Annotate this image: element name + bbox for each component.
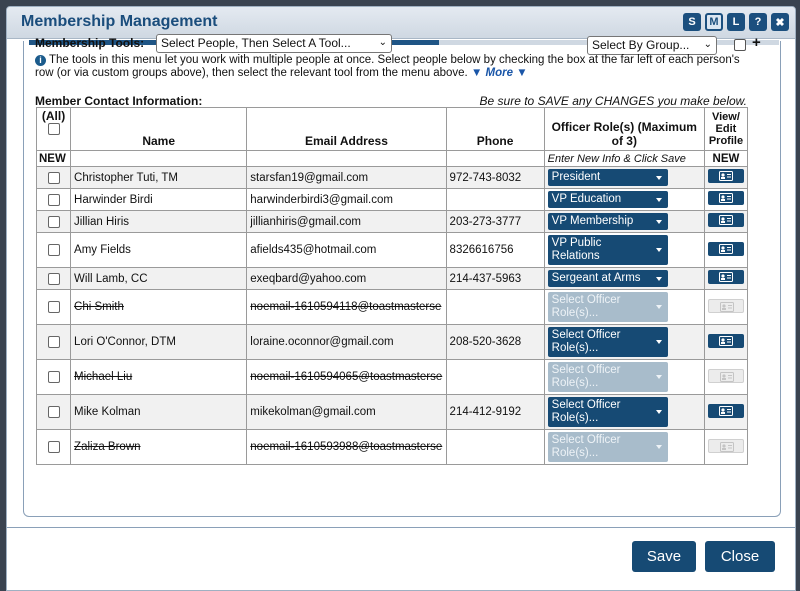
profile-card-icon xyxy=(719,193,733,203)
tools-info-text: The tools in this menu let you work with multiple people at once. Select people below by checking the box at the far left of each person's row (or via custom groups above), then select the relevant tool from the menu above. xyxy=(35,54,740,79)
caret-down-icon xyxy=(656,305,662,309)
member-email[interactable]: loraine.oconnor@gmail.com xyxy=(250,336,394,348)
new-phone-input[interactable] xyxy=(446,151,544,167)
profile-card-icon xyxy=(719,406,733,416)
new-row-label: NEW xyxy=(37,151,71,167)
table-header-row xyxy=(37,108,748,151)
role-cell xyxy=(544,233,704,268)
tools-label: Membership Tools: xyxy=(35,36,145,50)
officer-role-value: Sergeant at Arms xyxy=(551,272,641,284)
profile-card-icon xyxy=(719,244,733,254)
table-row xyxy=(37,360,748,395)
save-note: Be sure to SAVE any CHANGES you make below. xyxy=(479,94,747,108)
member-email-cell xyxy=(247,233,446,268)
caret-down-icon xyxy=(656,198,662,202)
save-button[interactable]: Save xyxy=(632,541,696,572)
role-cell xyxy=(544,211,704,233)
row-checkbox-cell xyxy=(37,325,71,360)
contact-label: Member Contact Information: xyxy=(35,94,203,108)
new-member-row xyxy=(37,151,748,167)
group-select[interactable] xyxy=(587,36,717,55)
view-cell xyxy=(704,430,747,465)
tool-select[interactable] xyxy=(156,34,392,53)
member-name[interactable]: Christopher Tuti, TM xyxy=(71,167,247,189)
member-email-cell xyxy=(247,268,446,290)
view-cell xyxy=(704,167,747,189)
member-email[interactable]: afields435@hotmail.com xyxy=(250,244,377,256)
role-cell xyxy=(544,430,704,465)
view-profile-button xyxy=(708,299,744,313)
member-name[interactable]: Harwinder Birdi xyxy=(71,189,247,211)
officer-role-value: VP Membership xyxy=(551,215,634,227)
view-header: View/ Edit Profile xyxy=(704,108,747,151)
row-checkbox[interactable] xyxy=(48,371,60,383)
table-row xyxy=(37,325,748,360)
row-checkbox[interactable] xyxy=(48,172,60,184)
member-email[interactable]: exeqbard@yahoo.com xyxy=(250,272,367,285)
row-checkbox[interactable] xyxy=(48,194,60,206)
caret-down-icon xyxy=(656,410,662,414)
table-row xyxy=(37,167,748,189)
table-row xyxy=(37,430,748,465)
row-checkbox[interactable] xyxy=(48,216,60,228)
tool-select-value: Select People, Then Select A Tool... xyxy=(161,36,351,50)
role-cell xyxy=(544,268,704,290)
row-checkbox[interactable] xyxy=(48,244,60,256)
officer-role-value: VP Education xyxy=(551,193,622,205)
size-large-button[interactable]: L xyxy=(727,13,745,31)
row-checkbox-cell xyxy=(37,360,71,395)
row-checkbox-cell xyxy=(37,290,71,325)
row-checkbox[interactable] xyxy=(48,301,60,313)
role-cell xyxy=(544,325,704,360)
select-all-checkbox[interactable] xyxy=(48,123,60,135)
caret-down-icon xyxy=(656,445,662,449)
view-profile-button[interactable] xyxy=(708,169,744,183)
group-select-value: Select By Group... xyxy=(592,38,690,52)
view-profile-button[interactable] xyxy=(708,213,744,227)
officer-role-select[interactable] xyxy=(548,191,668,208)
select-all-label: (All) xyxy=(41,109,66,123)
footer-divider xyxy=(7,527,796,528)
caret-down-icon xyxy=(656,176,662,180)
member-phone[interactable] xyxy=(446,290,544,325)
membership-dialog xyxy=(6,6,796,591)
help-button[interactable]: ? xyxy=(749,13,767,31)
size-medium-button[interactable]: M xyxy=(705,13,723,31)
table-row xyxy=(37,290,748,325)
officer-role-select[interactable] xyxy=(548,235,668,265)
member-name[interactable]: Michael Liu xyxy=(71,360,247,395)
view-profile-button[interactable] xyxy=(708,404,744,418)
member-name[interactable]: Jillian Hiris xyxy=(71,211,247,233)
officer-role-value: Select Officer Role(s)... xyxy=(551,294,621,319)
profile-card-icon xyxy=(720,302,734,312)
profile-card-icon xyxy=(719,272,733,282)
member-email-cell xyxy=(247,325,446,360)
row-checkbox[interactable] xyxy=(48,273,60,285)
table-row xyxy=(37,211,748,233)
member-name[interactable]: Amy Fields xyxy=(71,233,247,268)
member-name[interactable]: Will Lamb, CC xyxy=(71,268,247,290)
view-cell xyxy=(704,233,747,268)
row-checkbox[interactable] xyxy=(48,336,60,348)
table-row xyxy=(37,233,748,268)
role-cell xyxy=(544,290,704,325)
member-name[interactable]: Zaliza Brown xyxy=(71,430,247,465)
new-row-hint: Enter New Info & Click Save xyxy=(544,151,704,167)
view-cell xyxy=(704,395,747,430)
view-profile-button[interactable] xyxy=(708,334,744,348)
size-buttons xyxy=(683,13,789,31)
member-phone[interactable]: 214-437-5963 xyxy=(446,268,544,290)
caret-down-icon xyxy=(656,220,662,224)
chevron-down-icon: ⌄ xyxy=(378,37,387,48)
add-group-icon[interactable]: + xyxy=(752,34,761,51)
member-email[interactable]: starsfan19@gmail.com xyxy=(250,171,369,184)
officer-role-value: Select Officer Role(s)... xyxy=(551,434,621,459)
officer-role-select xyxy=(548,432,668,462)
role-header: Officer Role(s) (Maximum of 3) xyxy=(544,108,704,151)
view-profile-button xyxy=(708,439,744,453)
table-row xyxy=(37,395,748,430)
member-phone[interactable]: 208-520-3628 xyxy=(446,325,544,360)
profile-card-icon xyxy=(719,336,733,346)
row-checkbox-cell xyxy=(37,233,71,268)
member-email[interactable]: noemail-1610594118@toastmasterse xyxy=(250,301,442,313)
row-checkbox-cell xyxy=(37,167,71,189)
officer-role-select[interactable] xyxy=(548,397,668,427)
view-profile-button[interactable] xyxy=(708,242,744,256)
view-cell xyxy=(704,325,747,360)
member-email-cell xyxy=(247,211,446,233)
new-view-label: NEW xyxy=(704,151,747,167)
contact-header xyxy=(35,94,747,108)
member-phone[interactable]: 8326616756 xyxy=(446,233,544,268)
officer-role-value: Select Officer Role(s)... xyxy=(551,329,621,354)
new-name-input[interactable] xyxy=(71,151,247,167)
member-email-cell xyxy=(247,290,446,325)
officer-role-value: VP Public Relations xyxy=(551,237,602,262)
member-email-cell xyxy=(247,395,446,430)
member-email[interactable]: mikekolman@gmail.com xyxy=(250,406,376,418)
close-button[interactable]: Close xyxy=(705,541,775,572)
member-phone[interactable] xyxy=(446,430,544,465)
caret-down-icon xyxy=(656,340,662,344)
table-row xyxy=(37,268,748,290)
member-email[interactable]: noemail-1610593988@toastmasterse xyxy=(250,441,443,453)
close-icon[interactable]: ✖ xyxy=(771,13,789,31)
member-phone[interactable] xyxy=(446,189,544,211)
dialog-title: Membership Management xyxy=(21,13,218,30)
member-email[interactable]: noemail-1610594065@toastmasterse xyxy=(250,371,443,383)
officer-role-select xyxy=(548,362,668,392)
caret-down-icon xyxy=(656,248,662,252)
member-email[interactable]: harwinderbirdi3@gmail.com xyxy=(250,193,393,206)
tools-info xyxy=(35,54,755,80)
chevron-down-icon: ⌄ xyxy=(703,39,712,50)
member-phone[interactable]: 972-743-8032 xyxy=(446,167,544,189)
member-email-cell xyxy=(247,167,446,189)
email-header: Email Address xyxy=(247,108,446,151)
caret-down-icon xyxy=(656,277,662,281)
officer-role-select[interactable] xyxy=(548,270,668,287)
new-email-input[interactable] xyxy=(247,151,446,167)
row-checkbox-cell xyxy=(37,395,71,430)
officer-role-value: President xyxy=(551,171,601,183)
info-icon: i xyxy=(35,55,46,66)
view-profile-button xyxy=(708,369,744,383)
phone-header: Phone xyxy=(446,108,544,151)
member-phone[interactable]: 214-412-9192 xyxy=(446,395,544,430)
view-cell xyxy=(704,211,747,233)
member-name[interactable]: Mike Kolman xyxy=(71,395,247,430)
row-checkbox-cell xyxy=(37,189,71,211)
members-table xyxy=(36,107,748,465)
row-checkbox[interactable] xyxy=(48,441,60,453)
member-email[interactable]: jillianhiris@gmail.com xyxy=(250,215,362,228)
officer-role-value: Select Officer Role(s)... xyxy=(551,364,621,389)
role-cell xyxy=(544,360,704,395)
more-link[interactable]: ▼ More ▼ xyxy=(470,67,528,79)
officer-role-select[interactable] xyxy=(548,213,668,230)
name-header: Name xyxy=(71,108,247,151)
view-cell xyxy=(704,360,747,395)
member-email-cell xyxy=(247,189,446,211)
profile-card-icon xyxy=(719,171,733,181)
officer-role-select[interactable] xyxy=(548,169,668,186)
row-checkbox-cell xyxy=(37,268,71,290)
group-checkbox[interactable] xyxy=(734,39,746,51)
role-cell xyxy=(544,189,704,211)
member-name[interactable]: Chi Smith xyxy=(71,290,247,325)
profile-card-icon xyxy=(720,442,734,452)
caret-down-icon xyxy=(656,375,662,379)
role-cell xyxy=(544,395,704,430)
officer-role-select xyxy=(548,292,668,322)
member-name[interactable]: Lori O'Connor, DTM xyxy=(71,325,247,360)
member-phone[interactable]: 203-273-3777 xyxy=(446,211,544,233)
size-small-button[interactable]: S xyxy=(683,13,701,31)
tools-row xyxy=(35,33,761,55)
table-row xyxy=(37,189,748,211)
select-all-header xyxy=(37,108,71,151)
row-checkbox-cell xyxy=(37,430,71,465)
member-phone[interactable] xyxy=(446,360,544,395)
row-checkbox-cell xyxy=(37,211,71,233)
officer-role-value: Select Officer Role(s)... xyxy=(551,399,621,424)
member-email-cell xyxy=(247,430,446,465)
member-email-cell xyxy=(247,360,446,395)
row-checkbox[interactable] xyxy=(48,406,60,418)
view-cell xyxy=(704,189,747,211)
role-cell xyxy=(544,167,704,189)
profile-card-icon xyxy=(719,215,733,225)
view-cell xyxy=(704,290,747,325)
view-profile-button[interactable] xyxy=(708,270,744,284)
officer-role-select[interactable] xyxy=(548,327,668,357)
view-profile-button[interactable] xyxy=(708,191,744,205)
view-cell xyxy=(704,268,747,290)
profile-card-icon xyxy=(720,372,734,382)
